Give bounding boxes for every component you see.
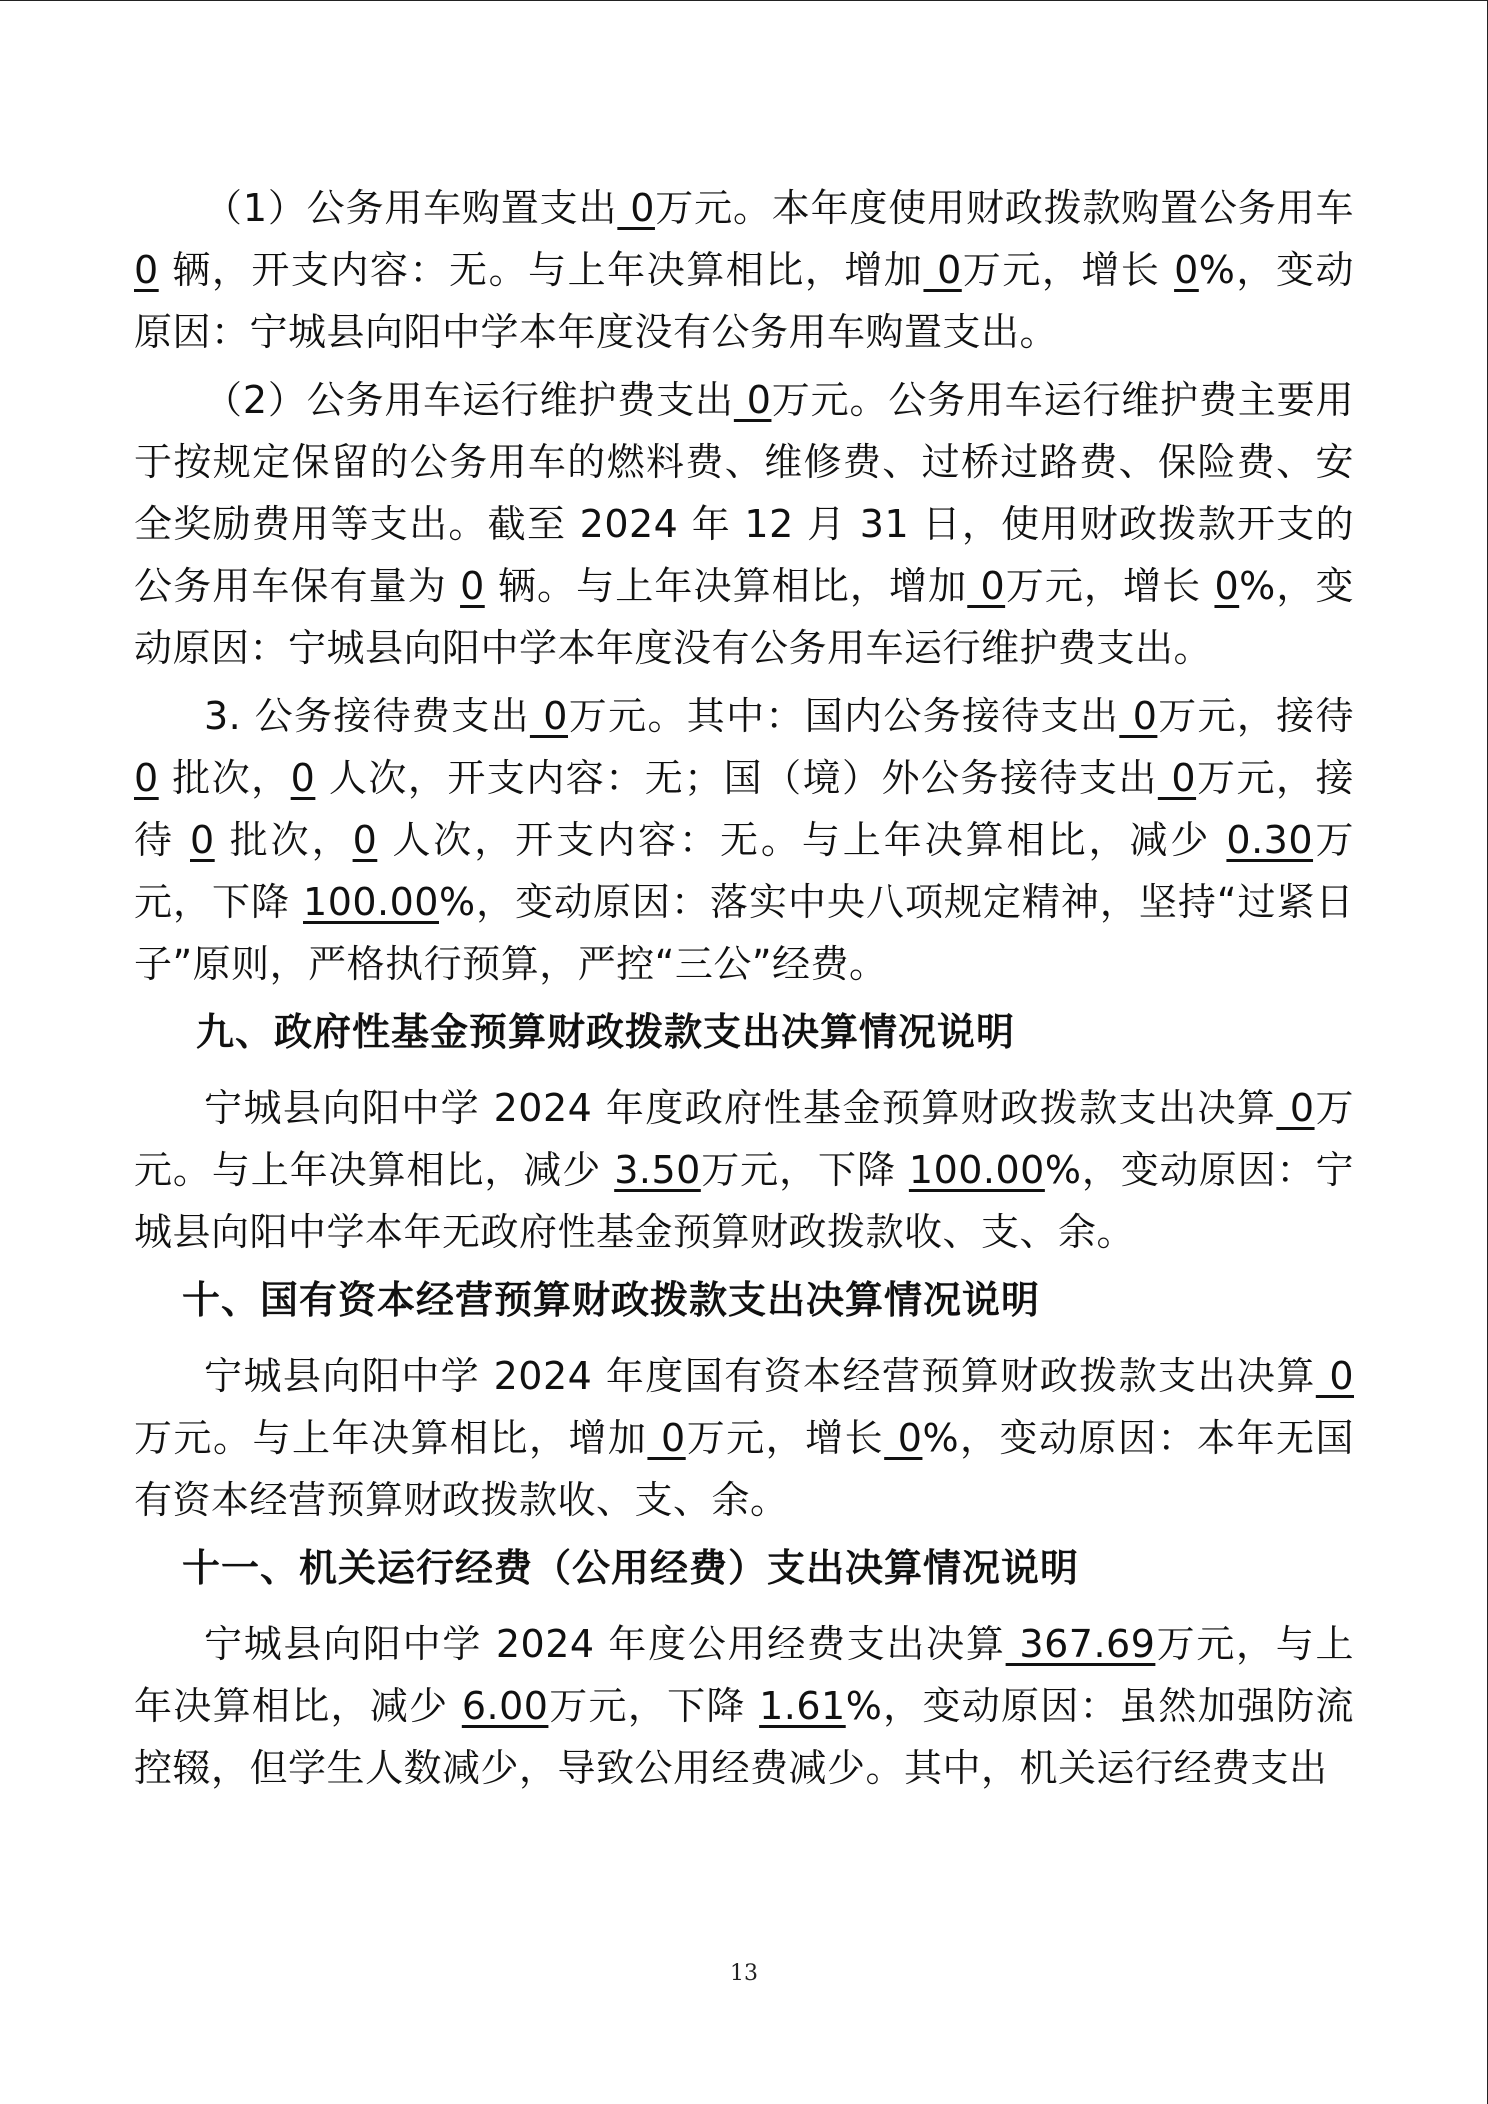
underlined-value: 0 bbox=[290, 756, 316, 800]
text-segment: %，变动原因：虽然加强防流控辍，但学生人数减少，导致公用经费减少。其中，机关运行经费支出 bbox=[134, 1684, 1354, 1790]
underlined-value: 0 bbox=[529, 694, 568, 738]
text-segment: 万元，增长 bbox=[1005, 564, 1215, 608]
text-segment: 万元，下降 bbox=[548, 1684, 760, 1728]
text-segment: 人次，开支内容：无；国（境）外公务接待支出 bbox=[315, 756, 1158, 800]
underlined-value: 0 bbox=[1315, 1354, 1354, 1398]
underlined-value: 0 bbox=[134, 248, 159, 292]
underlined-value: 0 bbox=[352, 818, 378, 862]
text-segment: 3. 公务接待费支出 bbox=[204, 694, 530, 738]
text-segment: 批次， bbox=[158, 756, 291, 800]
underlined-value: 0 bbox=[1276, 1086, 1315, 1130]
text-segment: 辆，开支内容：无。与上年决算相比，增加 bbox=[158, 248, 924, 292]
text-segment: 辆。与上年决算相比，增加 bbox=[484, 564, 968, 608]
underlined-value: 0 bbox=[884, 1416, 923, 1460]
text-segment: %，变动原因：宁城县向阳中学本年无政府性基金预算财政拨款收、支、余。 bbox=[134, 1148, 1354, 1254]
text-segment: 万元，接待 bbox=[1157, 694, 1354, 738]
text-segment: %，变动原因：落实中央八项规定精神，坚持“过紧日子”原则，严格执行预算，严控“三公”经费。 bbox=[134, 880, 1354, 986]
underlined-value: 0 bbox=[967, 564, 1006, 608]
text-segment: 人次，开支内容：无。与上年决算相比，减少 bbox=[377, 818, 1227, 862]
underlined-value: 100.00 bbox=[908, 1148, 1045, 1192]
body-paragraph bbox=[134, 1613, 1354, 1799]
text-segment: （1）公务用车购置支出 bbox=[204, 186, 618, 230]
underlined-value: 0 bbox=[647, 1416, 686, 1460]
text-segment: 万元，下降 bbox=[700, 1148, 909, 1192]
text-segment: 宁城县向阳中学 2024 年度公用经费支出决算 bbox=[204, 1622, 1006, 1666]
text-segment: 九、政府性基金预算财政拨款支出决算情况说明 bbox=[196, 1010, 1016, 1054]
underlined-value: 367.69 bbox=[1005, 1622, 1156, 1666]
underlined-value: 0.30 bbox=[1226, 818, 1314, 862]
underlined-value: 0 bbox=[1119, 694, 1158, 738]
underlined-value: 0 bbox=[460, 564, 485, 608]
text-segment: 万元。其中：国内公务接待支出 bbox=[567, 694, 1120, 738]
underlined-value: 0 bbox=[190, 818, 215, 862]
text-segment: 十一、机关运行经费（公用经费）支出决算情况说明 bbox=[182, 1546, 1080, 1590]
text-segment: 万元，接待 bbox=[134, 756, 1354, 862]
underlined-value: 0 bbox=[134, 756, 159, 800]
underlined-value: 0 bbox=[1174, 248, 1199, 292]
text-segment: 万元，增长 bbox=[961, 248, 1175, 292]
body-paragraph bbox=[134, 1345, 1354, 1531]
section-heading bbox=[134, 1001, 1354, 1063]
underlined-value: 0 bbox=[1157, 756, 1197, 800]
text-segment: 万元，增长 bbox=[685, 1416, 885, 1460]
text-segment: 万元。与上年决算相比，减少 bbox=[134, 1086, 1354, 1192]
page-number: 13 bbox=[730, 1961, 758, 1986]
underlined-value: 0 bbox=[617, 186, 655, 230]
text-segment: %，变动原因：本年无国有资本经营预算财政拨款收、支、余。 bbox=[134, 1416, 1354, 1522]
underlined-value: 0 bbox=[1214, 564, 1240, 608]
text-segment: 十、国有资本经营预算财政拨款支出决算情况说明 bbox=[182, 1278, 1041, 1322]
text-segment: 万元，与上年决算相比，减少 bbox=[134, 1622, 1354, 1728]
text-segment: %，变动原因：宁城县向阳中学本年度没有公务用车运行维护费支出。 bbox=[134, 564, 1354, 670]
document-body bbox=[134, 177, 1354, 1805]
underlined-value: 1.61 bbox=[759, 1684, 846, 1728]
section-heading bbox=[134, 1269, 1354, 1331]
underlined-value: 0 bbox=[923, 248, 962, 292]
underlined-value: 0 bbox=[733, 378, 772, 422]
text-segment: 宁城县向阳中学 2024 年度政府性基金预算财政拨款支出决算 bbox=[204, 1086, 1277, 1130]
underlined-value: 3.50 bbox=[614, 1148, 701, 1192]
section-heading bbox=[134, 1537, 1354, 1599]
body-paragraph bbox=[134, 1077, 1354, 1263]
underlined-value: 6.00 bbox=[461, 1684, 549, 1728]
text-segment: 万元。与上年决算相比，增加 bbox=[134, 1416, 648, 1460]
text-segment: （2）公务用车运行维护费支出 bbox=[204, 378, 734, 422]
body-paragraph bbox=[134, 369, 1354, 679]
text-segment: 批次， bbox=[214, 818, 353, 862]
text-segment: 万元。公务用车运行维护费主要用于按规定保留的公务用车的燃料费、维修费、过桥过路费、保险费、安全奖励费用等支出。截至 2024 年 12 月 31 日，使用财政拨款开支的公务用车保有量为 bbox=[134, 378, 1354, 608]
body-paragraph bbox=[134, 685, 1354, 995]
text-segment: 万元。本年度使用财政拨款购置公务用车 bbox=[654, 186, 1354, 230]
text-segment: %，变动原因：宁城县向阳中学本年度没有公务用车购置支出。 bbox=[134, 248, 1354, 354]
body-paragraph bbox=[134, 177, 1354, 363]
underlined-value: 100.00 bbox=[303, 880, 439, 924]
text-segment: 万元，下降 bbox=[134, 818, 1354, 924]
text-segment: 宁城县向阳中学 2024 年度国有资本经营预算财政拨款支出决算 bbox=[204, 1354, 1316, 1398]
